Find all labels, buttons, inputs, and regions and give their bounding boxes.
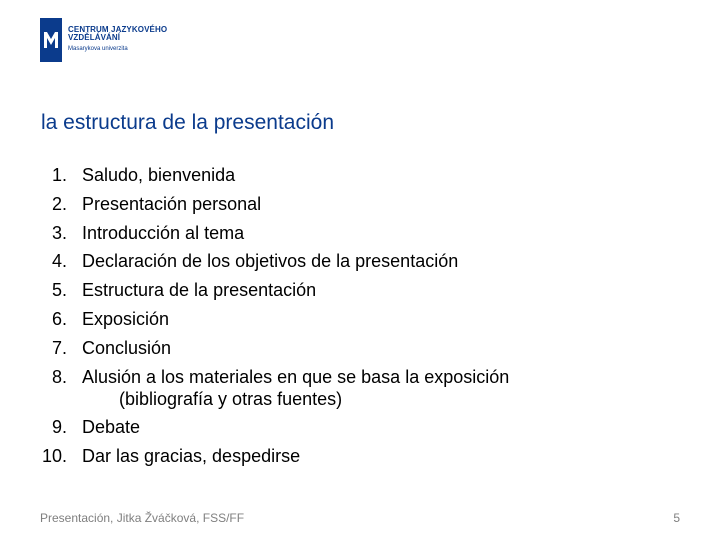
item-text: Alusión a los materiales en que se basa la exposición: [82, 366, 510, 387]
logo-line-2: VZDĚLÁVÁNÍ: [68, 33, 121, 43]
item-text: Dar las gracias, despedirse: [82, 445, 301, 466]
university-logo-icon: [40, 18, 62, 62]
list-item: [30, 442, 690, 471]
list-item: [30, 276, 690, 305]
item-text: Declaración de los objetivos de la presentación: [82, 251, 459, 272]
agenda-list: [30, 161, 690, 471]
logo-text: [68, 26, 167, 52]
list-item: [30, 219, 690, 248]
list-item: [30, 247, 690, 276]
list-item: [30, 305, 690, 334]
item-text: Presentación personal: [82, 193, 262, 214]
footer-text: Presentación, Jitka Žváčková, FSS/FF: [40, 511, 245, 525]
item-text: Exposición: [82, 308, 170, 329]
item-text: Saludo, bienvenida: [82, 165, 236, 185]
institution-logo: [40, 18, 167, 62]
page-number: 5: [673, 511, 680, 525]
list-item: [30, 190, 690, 219]
item-text: Introducción al tema: [82, 222, 245, 243]
item-number: 4.: [51, 251, 67, 272]
item-text: Debate: [82, 417, 141, 438]
item-number: 2.: [51, 193, 67, 214]
item-number: 8.: [51, 366, 67, 387]
list-item: [30, 161, 690, 190]
item-number: 7.: [51, 337, 67, 358]
logo-line-1: CENTRUM JAZYKOVÉHO: [68, 25, 168, 34]
item-number: 6.: [51, 308, 67, 329]
slide-title: la estructura de la presentación: [41, 111, 335, 134]
item-text: Conclusión: [82, 337, 172, 358]
list-item: [30, 413, 690, 442]
item-number: 10.: [41, 445, 67, 466]
item-number: 5.: [51, 280, 67, 301]
item-text: Estructura de la presentación: [82, 280, 317, 301]
item-continuation-text: (bibliografía y otras fuentes): [119, 389, 343, 410]
list-item: [30, 334, 690, 363]
item-number: 1.: [51, 165, 67, 185]
logo-line-3: Masarykova univerzita: [68, 45, 128, 52]
item-number: 9.: [51, 417, 67, 438]
item-number: 3.: [51, 222, 67, 243]
